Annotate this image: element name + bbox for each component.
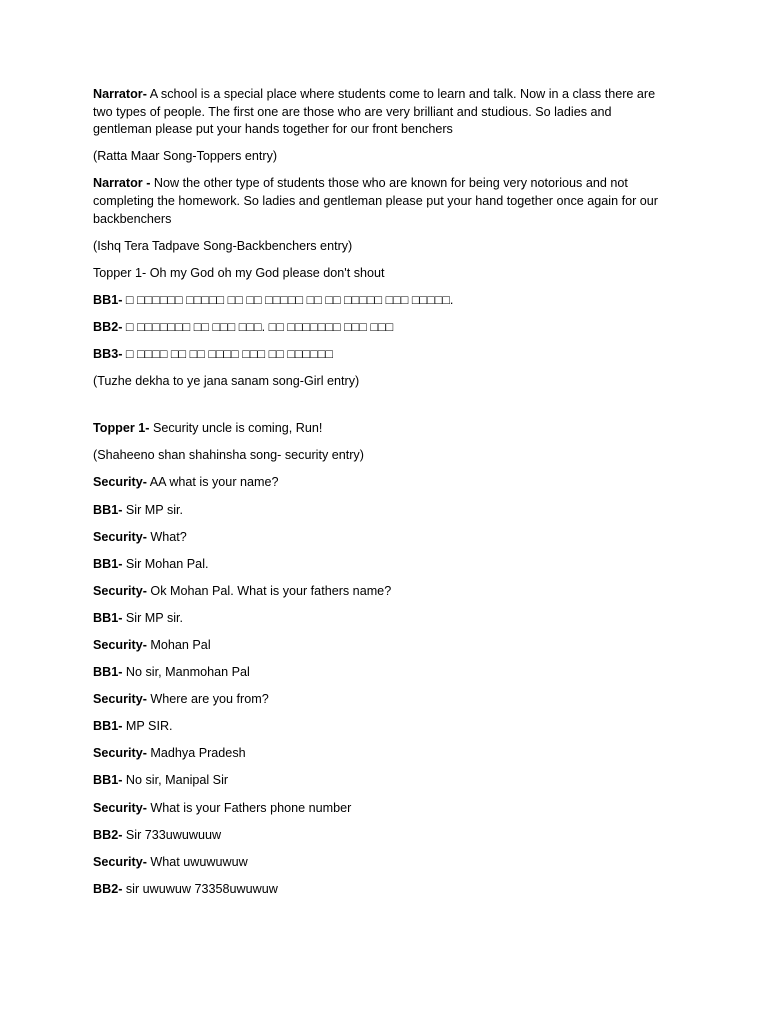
script-line <box>93 86 671 139</box>
line-text: What is your Fathers phone number <box>146 800 352 815</box>
speaker-label: BB2- <box>93 319 123 334</box>
speaker-label: BB1- <box>93 556 123 571</box>
script-line <box>93 745 671 763</box>
speaker-label: Narrator - <box>93 176 151 191</box>
script-line <box>93 292 671 310</box>
script-line <box>93 265 671 283</box>
line-text: □ □□□□□□ □□□□□ □□ □□ □□□□□ □□ □□ □□□□□ □□□ □□□□□. <box>122 292 454 307</box>
line-text: (Tuzhe dekha to ye jana sanam song-Girl entry) <box>93 374 360 389</box>
line-text: sir uwuwuw 73358uwuwuw <box>122 881 278 896</box>
script-line <box>93 583 671 601</box>
document-page <box>93 86 671 908</box>
stage-direction <box>93 447 671 465</box>
speaker-label: BB1- <box>93 719 123 734</box>
line-text: Now the other type of students those who are known for being very notorious and not completing the homework. So ladies and gentleman please put your hand together once again for our backbenchers <box>93 176 658 226</box>
line-text: Where are you from? <box>146 692 269 707</box>
line-text: Sir MP sir. <box>122 610 184 625</box>
line-text: Security uncle is coming, Run! <box>149 421 323 436</box>
speaker-label: BB2- <box>93 881 123 896</box>
script-line <box>93 637 671 655</box>
stage-direction <box>93 238 671 256</box>
script-line <box>93 556 671 574</box>
script-line <box>93 474 671 492</box>
speaker-label: BB1- <box>93 665 123 680</box>
line-text: What? <box>146 529 187 544</box>
speaker-label: Security- <box>93 475 147 490</box>
line-text: Sir 733uwuwuuw <box>122 827 222 842</box>
line-text: Sir MP sir. <box>122 502 184 517</box>
script-line <box>93 881 671 899</box>
line-text: Ok Mohan Pal. What is your fathers name? <box>146 583 392 598</box>
stage-direction <box>93 373 671 391</box>
script-line <box>93 664 671 682</box>
speaker-label: Security- <box>93 800 147 815</box>
speaker-label: Security- <box>93 854 147 869</box>
speaker-label: Security- <box>93 637 147 652</box>
line-text: (Shaheeno shan shahinsha song- security entry) <box>93 448 364 463</box>
script-line <box>93 854 671 872</box>
line-text: (Ratta Maar Song-Toppers entry) <box>93 149 278 164</box>
speaker-label: Security- <box>93 692 147 707</box>
script-line <box>93 529 671 547</box>
line-text: No sir, Manmohan Pal <box>122 665 250 680</box>
speaker-label: Security- <box>93 746 147 761</box>
line-text: A school is a special place where students come to learn and talk. Now in a class there are two types of people. The first one are those who are very brilliant and studious. So ladies and gentleman please put your hands together for our front benchers <box>93 87 656 137</box>
line-text: Topper 1- Oh my God oh my God please don't shout <box>93 265 385 280</box>
speaker-label: BB1- <box>93 773 123 788</box>
line-text: (Ishq Tera Tadpave Song-Backbenchers entry) <box>93 238 353 253</box>
script-line <box>93 610 671 628</box>
script-line <box>93 346 671 364</box>
script-line <box>93 800 671 818</box>
speaker-label: BB1- <box>93 610 123 625</box>
speaker-label: Security- <box>93 529 147 544</box>
speaker-label: Topper 1- <box>93 421 150 436</box>
script-line <box>93 502 671 520</box>
line-text: □ □□□□□□□ □□ □□□ □□□. □□ □□□□□□□ □□□ □□□ <box>122 319 394 334</box>
line-text: Mohan Pal <box>146 637 211 652</box>
stage-direction <box>93 148 671 166</box>
speaker-label: BB3- <box>93 347 123 362</box>
speaker-label: BB1- <box>93 292 123 307</box>
script-line <box>93 827 671 845</box>
script-line <box>93 175 671 228</box>
line-text: □ □□□□ □□ □□ □□□□ □□□ □□ □□□□□□ <box>122 347 333 362</box>
script-line <box>93 691 671 709</box>
speaker-label: Security- <box>93 583 147 598</box>
line-text: MP SIR. <box>122 719 173 734</box>
script-line <box>93 319 671 337</box>
line-text: Madhya Pradesh <box>146 746 246 761</box>
speaker-label: BB2- <box>93 827 123 842</box>
line-text: Sir Mohan Pal. <box>122 556 209 571</box>
line-text: No sir, Manipal Sir <box>122 773 229 788</box>
blank-line <box>93 400 671 420</box>
script-line <box>93 718 671 736</box>
line-text: AA what is your name? <box>146 475 279 490</box>
speaker-label: Narrator- <box>93 87 147 101</box>
line-text: What uwuwuwuw <box>146 854 248 869</box>
script-line <box>93 420 671 438</box>
script-line <box>93 772 671 790</box>
speaker-label: BB1- <box>93 502 123 517</box>
